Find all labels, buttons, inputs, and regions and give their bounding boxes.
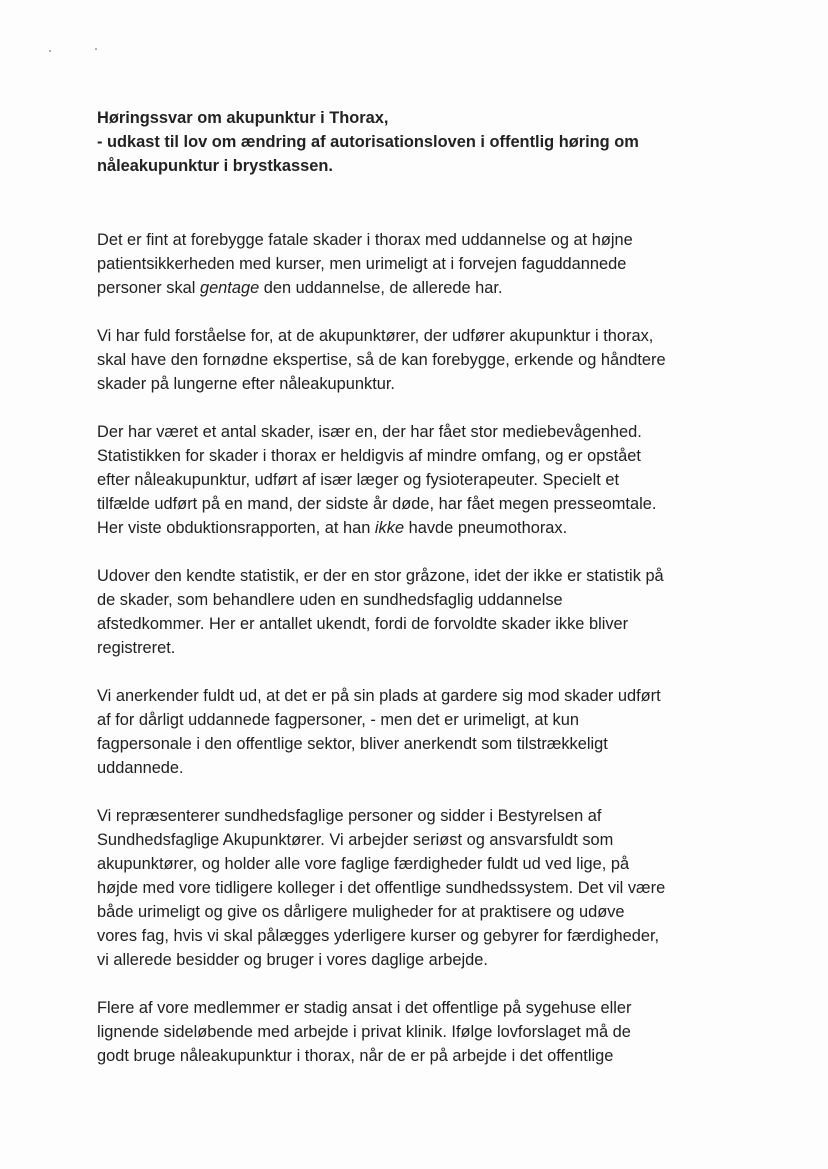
text-line — [97, 516, 737, 540]
text-span: havde pneumothorax. — [404, 519, 568, 537]
text-line: Statistikken for skader i thorax er heldigvis af mindre omfang, og er opstået — [97, 447, 641, 465]
text-line: Det er fint at forebygge fatale skader i thorax med uddannelse og at højne — [97, 231, 633, 249]
text-line: tilfælde udført på en mand, der sidste år døde, har fået megen presseomtale. — [97, 495, 657, 513]
heading-line: - udkast til lov om ændring af autorisationsloven i offentlig høring om — [97, 133, 639, 151]
text-line: skal have den fornødne ekspertise, så de kan forebygge, erkende og håndtere — [97, 351, 666, 369]
text-line: Udover den kendte statistik, er der en stor gråzone, idet der ikke er statistik på — [97, 567, 664, 585]
text-line: højde med vore tidligere kolleger i det offentlige sundhedssystem. Det vil være — [97, 879, 666, 897]
paragraph-6 — [97, 804, 737, 972]
paragraph-2 — [97, 324, 737, 396]
text-line: både urimeligt og give os dårligere muligheder for at praktisere og udøve — [97, 903, 625, 921]
paragraph-4 — [97, 564, 737, 660]
text-line: uddannede. — [97, 759, 184, 777]
document-body — [97, 106, 737, 1068]
heading-line: Høringssvar om akupunktur i Thorax, — [97, 109, 389, 127]
text-line: af for dårligt uddannede fagpersoner, - men det er urimeligt, at kun — [97, 711, 579, 729]
paragraph-5 — [97, 684, 737, 780]
scan-speck — [49, 50, 51, 52]
paragraph-3 — [97, 420, 737, 540]
text-line: skader på lungerne efter nåleakupunktur. — [97, 375, 395, 393]
scan-speck — [95, 48, 97, 50]
text-span: den uddannelse, de allerede har. — [259, 279, 503, 297]
text-line: registreret. — [97, 639, 176, 657]
text-line: lignende sideløbende med arbejde i privat klinik. Ifølge lovforslaget må de — [97, 1023, 631, 1041]
text-line — [97, 276, 737, 300]
text-line: patientsikkerheden med kurser, men urimeligt at i forvejen faguddannede — [97, 255, 627, 273]
text-line: Der har været et antal skader, især en, der har fået stor mediebevågenhed. — [97, 423, 642, 441]
text-line: akupunktører, og holder alle vore faglige færdigheder fuldt ud ved lige, på — [97, 855, 630, 873]
emphasis-text: gentage — [199, 279, 260, 297]
text-line: afstedkommer. Her er antallet ukendt, fordi de forvoldte skader ikke bliver — [97, 615, 629, 633]
text-line: fagpersonale i den offentlige sektor, bliver anerkendt som tilstrækkeligt — [97, 735, 608, 753]
document-heading — [97, 106, 737, 178]
text-span: personer skal — [97, 279, 200, 297]
emphasis-text: ikke — [374, 519, 405, 537]
text-line: efter nåleakupunktur, udført af især læger og fysioterapeuter. Specielt et — [97, 471, 620, 489]
text-line: Vi repræsenterer sundhedsfaglige personer og sidder i Bestyrelsen af — [97, 807, 602, 825]
text-span: Her viste obduktionsrapporten, at han — [97, 519, 375, 537]
text-line: Sundhedsfaglige Akupunktører. Vi arbejder seriøst og ansvarsfuldt som — [97, 831, 614, 849]
paragraph-1 — [97, 228, 737, 300]
text-line: vores fag, hvis vi skal pålægges yderligere kurser og gebyrer for færdigheder, — [97, 927, 660, 945]
text-line: Vi har fuld forståelse for, at de akupunktører, der udfører akupunktur i thorax, — [97, 327, 654, 345]
text-line: Vi anerkender fuldt ud, at det er på sin plads at gardere sig mod skader udført — [97, 687, 661, 705]
text-line: Flere af vore medlemmer er stadig ansat i det offentlige på sygehuse eller — [97, 999, 632, 1017]
text-line: godt bruge nåleakupunktur i thorax, når de er på arbejde i det offentlige — [97, 1047, 614, 1065]
text-line: vi allerede besidder og bruger i vores daglige arbejde. — [97, 951, 488, 969]
heading-line: nåleakupunktur i brystkassen. — [97, 157, 333, 175]
text-line: de skader, som behandlere uden en sundhedsfaglig uddannelse — [97, 591, 563, 609]
paragraph-7 — [97, 996, 737, 1068]
